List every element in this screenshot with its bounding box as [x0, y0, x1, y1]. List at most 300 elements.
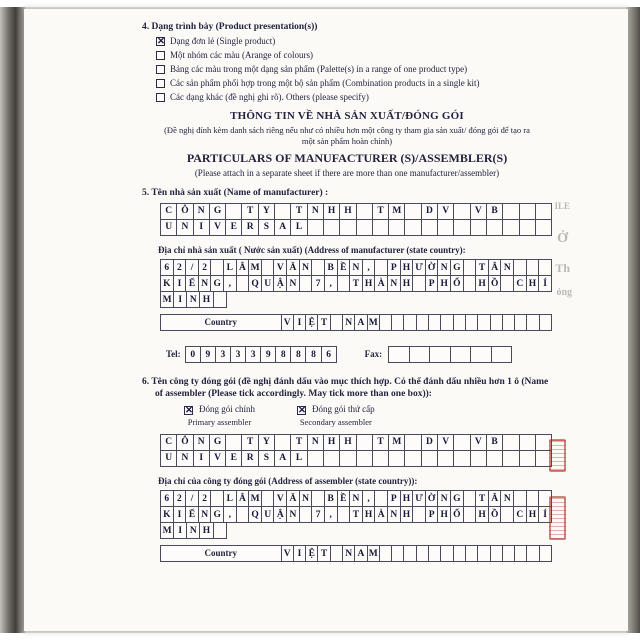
grid-cell: G	[209, 203, 226, 220]
red-seal-stamp	[549, 496, 566, 540]
grid-cell: I	[173, 291, 187, 308]
grid-cell: Ồ	[488, 275, 502, 292]
grid-row	[160, 506, 552, 523]
grid-cell	[502, 434, 519, 451]
grid-cell: Ể	[185, 275, 199, 292]
checkbox-checked-icon	[156, 37, 165, 46]
grid-cell	[453, 219, 470, 236]
grid-cell: K	[160, 275, 174, 292]
assembler-address-heading: Địa chỉ của công ty đóng gói (Address of assembler (state country)):	[158, 475, 418, 486]
manufacturer-address-grid	[160, 259, 552, 308]
grid-cell	[388, 219, 405, 236]
grid-cell: N	[500, 259, 514, 276]
presentation-options	[156, 36, 552, 104]
grid-cell: Ô	[176, 434, 193, 451]
section6-assembler	[142, 376, 552, 562]
grid-cell: N	[186, 522, 200, 539]
grid-cell: M	[248, 259, 262, 276]
grid-cell: /	[185, 490, 199, 507]
grid-cell: N	[387, 275, 401, 292]
grid-cell	[538, 259, 552, 276]
section5-heading: 5. Tên nhà sản xuất (Name of manufacturer) :	[142, 188, 329, 199]
bleedthrough-mark: Th	[555, 261, 570, 275]
grid-cell: K	[160, 506, 174, 523]
grid-cell: Ố	[450, 506, 464, 523]
grid-cell: T	[317, 545, 330, 562]
grid-cell: I	[193, 450, 210, 467]
grid-cell	[463, 490, 477, 507]
grid-cell: N	[286, 275, 300, 292]
grid-cell: R	[241, 219, 258, 236]
grid-cell: H	[475, 506, 489, 523]
grid-cell	[477, 545, 490, 562]
grid-cell: H	[526, 506, 540, 523]
grid-cell	[356, 450, 373, 467]
grid-cell	[539, 314, 552, 331]
grid-cell: H	[362, 506, 376, 523]
grid-cell	[404, 450, 421, 467]
grid-cell: Ồ	[488, 506, 502, 523]
grid-cell	[213, 522, 227, 539]
grid-cell: Ư	[412, 259, 426, 276]
grid-cell: 8	[275, 346, 291, 363]
grid-cell: N	[176, 219, 193, 236]
grid-cell: N	[387, 506, 401, 523]
grid-cell: Í	[538, 275, 552, 292]
grid-cell	[514, 314, 527, 331]
grid-cell: Ă	[286, 259, 300, 276]
manufacturer-name-grid	[160, 203, 552, 236]
bleedthrough-mark: ỏng	[556, 287, 572, 298]
grid-cell	[261, 490, 275, 507]
grid-cell	[502, 545, 515, 562]
checkbox-checked-icon	[297, 406, 306, 415]
grid-cell: H	[400, 506, 414, 523]
manufacturer-address-heading: Địa chỉ nhà sản xuất ( Nước sản xuất) (Address of manufacturer (state country):	[158, 244, 466, 255]
grid-cell	[465, 314, 478, 331]
grid-cell	[412, 275, 426, 292]
grid-cell: N	[299, 259, 313, 276]
grid-cell	[403, 545, 416, 562]
grid-cell: B	[324, 490, 338, 507]
assembler-country-row	[160, 545, 552, 562]
option-label: Dạng đơn lẻ (Single product)	[170, 36, 276, 47]
grid-cell: À	[374, 506, 388, 523]
grid-cell: Y	[258, 434, 275, 451]
grid-cell	[500, 506, 514, 523]
grid-cell	[416, 545, 429, 562]
grid-cell	[470, 450, 487, 467]
grid-cell	[453, 450, 470, 467]
grid-cell: Â	[488, 490, 502, 507]
grid-cell	[210, 490, 224, 507]
grid-cell: R	[241, 450, 258, 467]
grid-cell: À	[374, 275, 388, 292]
grid-cell: A	[354, 545, 367, 562]
grid-cell	[428, 545, 441, 562]
manufacturer-country-row	[160, 314, 552, 331]
grid-cell: I	[293, 314, 306, 331]
grid-cell: M	[388, 203, 405, 220]
grid-cell: P	[387, 259, 401, 276]
grid-cell: E	[225, 219, 242, 236]
checkbox-icon	[156, 51, 165, 60]
grid-cell: Q	[248, 275, 262, 292]
grid-cell: N	[193, 203, 210, 220]
grid-cell	[404, 219, 421, 236]
grid-cell	[463, 506, 477, 523]
grid-cell	[403, 314, 416, 331]
grid-cell: N	[307, 434, 324, 451]
grid-cell	[213, 291, 227, 308]
grid-cell: H	[323, 203, 340, 220]
manufacturer-section-header	[142, 109, 552, 180]
grid-cell	[261, 259, 275, 276]
grid-cell: 6	[160, 490, 174, 507]
grid-cell: U	[261, 506, 275, 523]
grid-cell	[519, 219, 536, 236]
checkbox-icon	[156, 65, 165, 74]
secondary-assembler-option	[297, 404, 375, 427]
grid-cell: L	[223, 490, 237, 507]
grid-cell: S	[258, 450, 275, 467]
grid-cell: H	[362, 275, 376, 292]
checkbox-icon	[156, 79, 165, 88]
grid-cell	[440, 314, 453, 331]
grid-cell	[356, 434, 373, 451]
grid-cell: T	[349, 275, 363, 292]
grid-cell: T	[372, 203, 389, 220]
grid-cell	[513, 490, 527, 507]
grid-cell	[502, 219, 519, 236]
grid-cell: 2	[198, 490, 212, 507]
grid-cell: N	[198, 506, 212, 523]
grid-cell: T	[241, 434, 258, 451]
grid-cell: I	[293, 545, 306, 562]
grid-row	[160, 522, 227, 539]
grid-cell	[486, 219, 503, 236]
grid-cell: T	[349, 506, 363, 523]
grid-row	[160, 219, 552, 236]
assembler-name-grid	[160, 434, 552, 467]
assembler-label: Đóng gói thứ cấp	[312, 404, 375, 415]
grid-cell: ,	[324, 275, 338, 292]
grid-cell	[379, 314, 392, 331]
assembler-address-grid	[160, 490, 552, 539]
grid-cell	[502, 450, 519, 467]
grid-cell: H	[400, 259, 414, 276]
grid-cell	[514, 545, 527, 562]
grid-cell: N	[437, 259, 451, 276]
grid-cell	[526, 545, 539, 562]
grid-cell	[372, 219, 389, 236]
grid-cell: T	[290, 203, 307, 220]
grid-cell	[388, 346, 410, 363]
grid-cell: C	[513, 275, 527, 292]
grid-cell: N	[349, 259, 363, 276]
bleedthrough-mark: Ở	[557, 231, 568, 246]
grid-cell	[388, 450, 405, 467]
grid-cell	[502, 314, 515, 331]
grid-cell	[440, 545, 453, 562]
grid-cell: Ờ	[425, 490, 439, 507]
tel-fax-row	[166, 346, 552, 363]
grid-cell: B	[486, 203, 503, 220]
grid-cell: 7	[311, 275, 325, 292]
grid-cell	[437, 219, 454, 236]
grid-cell: I	[173, 275, 187, 292]
grid-cell	[274, 434, 291, 451]
grid-cell: C	[160, 203, 177, 220]
grid-cell	[526, 490, 540, 507]
grid-cell	[453, 545, 466, 562]
grid-cell	[412, 506, 426, 523]
grid-cell: 6	[321, 346, 337, 363]
header-title-vi: THÔNG TIN VỀ NHÀ SẢN XUẤT/ĐÓNG GÓI	[230, 109, 464, 122]
grid-cell: N	[186, 291, 200, 308]
grid-cell: V	[281, 545, 294, 562]
grid-cell: 0	[185, 346, 201, 363]
grid-cell: A	[274, 450, 291, 467]
grid-cell: H	[526, 275, 540, 292]
grid-cell	[225, 434, 242, 451]
grid-cell	[421, 450, 438, 467]
header-note-vi: (Đề nghị đính kèm danh sách riêng nếu như có nhiều hơn một công ty tham gia sản xuất/ đóng gói để tạo ra một sản phẩm hoàn chỉnh)	[164, 124, 530, 146]
option-range-of-colours	[156, 50, 552, 62]
grid-cell: B	[486, 434, 503, 451]
grid-cell	[372, 450, 389, 467]
grid-cell: U	[160, 450, 177, 467]
grid-cell: 3	[215, 346, 231, 363]
grid-cell	[356, 219, 373, 236]
grid-cell: H	[400, 275, 414, 292]
grid-cell	[539, 545, 552, 562]
grid-cell	[299, 275, 313, 292]
grid-cell	[519, 203, 536, 220]
grid-cell: Í	[538, 506, 552, 523]
grid-cell: Ệ	[305, 545, 318, 562]
grid-cell	[437, 450, 454, 467]
form-content	[142, 21, 552, 625]
country-grid	[281, 314, 552, 331]
grid-cell: Â	[236, 490, 250, 507]
grid-cell	[337, 506, 351, 523]
grid-cell	[453, 203, 470, 220]
grid-cell	[404, 203, 421, 220]
option-palette	[156, 64, 552, 76]
grid-cell: N	[299, 490, 313, 507]
grid-cell	[274, 203, 291, 220]
page-right-edge-shadow	[626, 7, 640, 633]
grid-cell: ,	[223, 506, 237, 523]
grid-cell: N	[342, 314, 355, 331]
grid-cell: Ư	[412, 490, 426, 507]
grid-cell: Ố	[450, 275, 464, 292]
grid-row	[160, 490, 552, 507]
grid-row	[160, 275, 552, 292]
assembler-options	[184, 404, 552, 427]
grid-cell: D	[421, 434, 438, 451]
grid-cell: A	[354, 314, 367, 331]
grid-cell	[323, 450, 340, 467]
grid-cell: U	[160, 219, 177, 236]
grid-cell	[337, 275, 351, 292]
grid-cell: V	[209, 219, 226, 236]
grid-cell	[404, 434, 421, 451]
grid-cell	[450, 346, 472, 363]
grid-cell: V	[437, 203, 454, 220]
grid-cell: N	[500, 490, 514, 507]
grid-cell: V	[273, 490, 287, 507]
grid-cell: Ệ	[305, 314, 318, 331]
grid-cell	[535, 203, 552, 220]
grid-cell	[491, 346, 513, 363]
grid-cell	[339, 450, 356, 467]
assembler-sublabel: Primary assembler	[187, 416, 252, 427]
assembler-label: Đóng gói chính	[199, 404, 255, 415]
grid-cell	[519, 450, 536, 467]
grid-cell	[323, 219, 340, 236]
grid-cell: T	[241, 203, 258, 220]
grid-cell: V	[209, 450, 226, 467]
country-grid	[281, 545, 552, 562]
header-note-en: (Please attach in a separate sheet if there are more than one manufacturer/assembler)	[194, 167, 500, 178]
grid-cell: 3	[245, 346, 261, 363]
fax-grid	[388, 346, 512, 363]
grid-cell: 9	[260, 346, 276, 363]
grid-cell	[429, 346, 451, 363]
grid-cell: G	[450, 490, 464, 507]
tel-grid	[185, 346, 337, 363]
grid-cell: H	[339, 434, 356, 451]
grid-cell: M	[367, 314, 380, 331]
grid-cell: P	[387, 490, 401, 507]
grid-cell	[486, 450, 503, 467]
grid-cell: 7	[311, 506, 325, 523]
grid-cell: N	[286, 506, 300, 523]
grid-cell	[490, 545, 503, 562]
grid-cell: 2	[198, 259, 212, 276]
grid-cell: G	[450, 259, 464, 276]
grid-cell	[409, 346, 431, 363]
grid-row	[160, 203, 552, 220]
section4-heading: 4. Dạng trình bày (Product presentation(s))	[142, 22, 318, 32]
grid-cell: H	[339, 203, 356, 220]
grid-cell: 2	[173, 259, 187, 276]
checkbox-checked-icon	[184, 406, 193, 415]
grid-cell: M	[388, 434, 405, 451]
grid-cell	[236, 506, 250, 523]
grid-cell	[526, 314, 539, 331]
grid-cell: E	[225, 450, 242, 467]
grid-cell	[519, 434, 536, 451]
tel-label: Tel:	[166, 348, 181, 359]
grid-cell: Ề	[337, 259, 351, 276]
grid-cell	[374, 259, 388, 276]
country-label: Country	[160, 314, 282, 331]
grid-cell: Ề	[337, 490, 351, 507]
bleedthrough-mark: ILE	[554, 201, 570, 211]
grid-cell: I	[173, 506, 187, 523]
grid-cell	[513, 259, 527, 276]
grid-cell	[428, 314, 441, 331]
grid-row	[160, 434, 552, 451]
grid-cell: Ờ	[425, 259, 439, 276]
grid-cell: N	[349, 490, 363, 507]
grid-cell: H	[400, 490, 414, 507]
grid-cell: N	[437, 490, 451, 507]
grid-cell	[339, 219, 356, 236]
grid-cell	[463, 259, 477, 276]
grid-cell: V	[437, 434, 454, 451]
grid-cell	[453, 314, 466, 331]
option-others	[156, 92, 552, 104]
grid-cell	[210, 259, 224, 276]
grid-cell: T	[475, 490, 489, 507]
grid-cell	[379, 545, 392, 562]
section6-heading: 6. Tên công ty đóng gói (đề nghị đánh dấu vào mục thích hợp. Có thể đánh dấu nhiều hơn 1 ô (Name of assembler (Please tick accordingly. May tick more than one box)):	[142, 377, 549, 400]
grid-cell	[330, 314, 343, 331]
document-page	[24, 9, 628, 631]
grid-cell: L	[290, 450, 307, 467]
option-label: Các dạng khác (đề nghị ghi rõ). Others (please specify)	[170, 92, 369, 103]
grid-cell: G	[210, 506, 224, 523]
red-seal-stamp	[549, 439, 566, 472]
grid-cell	[463, 275, 477, 292]
grid-cell	[490, 314, 503, 331]
grid-cell: N	[307, 203, 324, 220]
grid-cell: L	[223, 259, 237, 276]
grid-cell	[500, 275, 514, 292]
grid-cell	[307, 450, 324, 467]
grid-cell: M	[160, 522, 174, 539]
grid-cell	[391, 314, 404, 331]
grid-cell: T	[475, 259, 489, 276]
grid-cell: ,	[362, 259, 376, 276]
option-label: Một nhóm các màu (Arange of colours)	[170, 50, 313, 61]
grid-cell: Ể	[185, 506, 199, 523]
grid-cell: I	[193, 219, 210, 236]
grid-cell: N	[198, 275, 212, 292]
grid-cell: I	[173, 522, 187, 539]
option-combination-kit	[156, 78, 552, 90]
grid-cell	[453, 434, 470, 451]
grid-cell: T	[317, 314, 330, 331]
grid-cell	[236, 275, 250, 292]
grid-cell: A	[274, 219, 291, 236]
grid-cell	[307, 219, 324, 236]
grid-cell: Ậ	[273, 275, 287, 292]
grid-cell: H	[199, 291, 213, 308]
grid-cell: P	[425, 506, 439, 523]
grid-cell	[470, 346, 492, 363]
grid-cell: 9	[200, 346, 216, 363]
grid-cell: T	[372, 434, 389, 451]
grid-cell: H	[437, 506, 451, 523]
grid-cell: V	[470, 203, 487, 220]
grid-cell	[299, 506, 313, 523]
grid-cell: U	[261, 275, 275, 292]
grid-cell	[225, 203, 242, 220]
header-title-en: PARTICULARS OF MANUFACTURER (S)/ASSEMBLER(S)	[186, 150, 508, 165]
grid-cell: M	[248, 490, 262, 507]
grid-cell: G	[210, 275, 224, 292]
grid-cell: T	[290, 434, 307, 451]
checkbox-icon	[156, 93, 165, 102]
grid-cell	[374, 490, 388, 507]
grid-cell: /	[185, 259, 199, 276]
grid-cell: H	[475, 275, 489, 292]
